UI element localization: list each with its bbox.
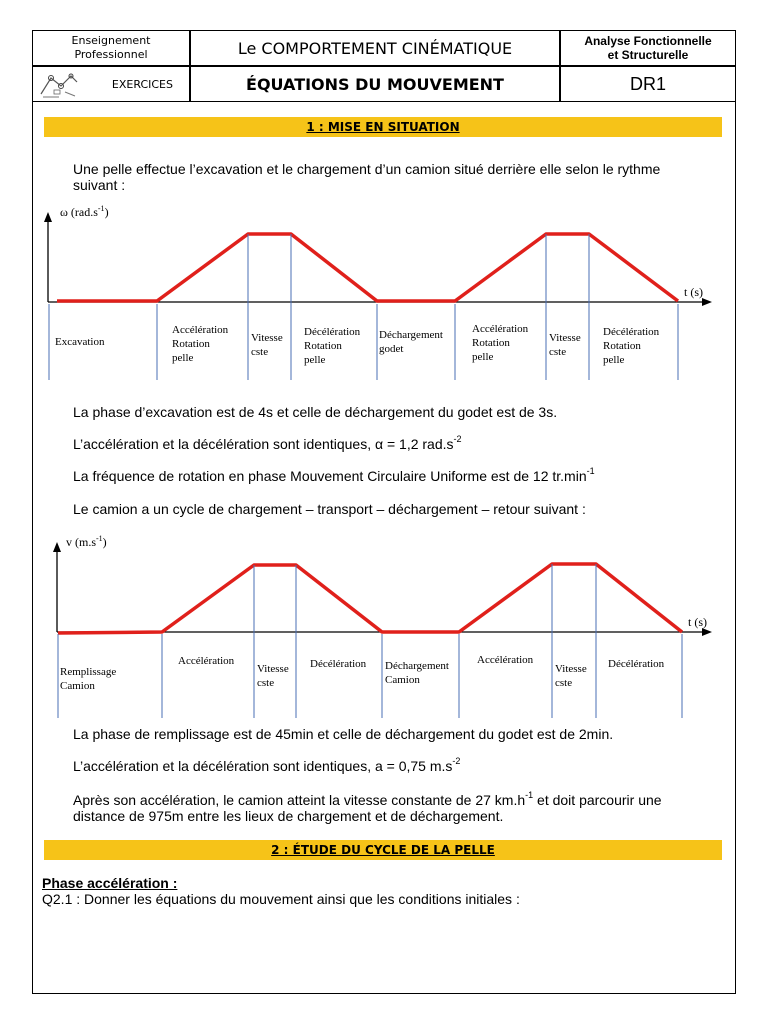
doc-title: Le COMPORTEMENT CINÉMATIQUE <box>190 30 560 66</box>
category-cell <box>560 30 736 66</box>
truck-velocity-curve <box>58 564 682 633</box>
phase-label: Vitesse cste <box>257 663 289 689</box>
intro-line2: suivant : <box>73 177 126 193</box>
phase-label: Décélération <box>608 658 665 670</box>
angular-acceleration-text: L’accélération et la décélération sont identiques, α = 1,2 $rad.s^{-2}$ <box>73 434 462 452</box>
angular-velocity-curve <box>57 234 678 301</box>
phase-label: Décélération Rotation pelle <box>304 326 361 366</box>
doc-subtitle: ÉQUATIONS DU MOUVEMENT <box>190 66 560 102</box>
y-axis-label: v $(m.s^{-1})$ <box>66 534 107 549</box>
y-axis <box>53 542 61 632</box>
phase-acceleration-title: Phase accélération : <box>42 875 178 891</box>
section1-heading <box>44 117 722 137</box>
section2-title: 2 : ÉTUDE DU CYCLE DE LA PELLE <box>271 843 495 857</box>
phase-label: Vitesse cste <box>549 332 581 358</box>
phase-label: Remplissage Camion <box>60 666 117 692</box>
truck-cycle-text: Le camion a un cycle de chargement – transport – déchargement – retour suivant : <box>73 501 586 517</box>
truck-speed-text: Après son accélération, le camion atteint la vitesse constante de 27 $km.h^{-1}$ et doit parcourir une distance de 975m entre les lieux de chargement et de déchargement. <box>73 790 662 824</box>
rotation-frequency-text: La fréquence de rotation en phase Mouvement Circulaire Uniforme est de 12 $tr.\min^{-1}$ <box>73 466 595 484</box>
category-line2: et Structurelle <box>607 48 689 62</box>
intro-paragraph <box>73 161 733 193</box>
excavation-duration-text: La phase d’excavation est de 4s et celle de déchargement du godet est de 3s. <box>73 404 558 420</box>
school-line2: Professionnel <box>74 48 148 61</box>
phase-label: Accélération Rotation pelle <box>472 323 529 363</box>
section1-title: 1 : MISE EN SITUATION <box>306 120 460 134</box>
phase-labels <box>55 323 660 366</box>
exercises-cell <box>32 66 190 102</box>
y-axis-label: ω $(rad.s^{-1})$ <box>60 204 109 219</box>
filling-duration-text: La phase de remplissage est de 45min et celle de déchargement du godet est de 2min. <box>73 726 614 742</box>
intro-line1: Une pelle effectue l’excavation et le chargement d’un camion situé derrière elle selon le rythme <box>73 161 661 177</box>
category-line1: Analyse Fonctionnelle <box>584 34 712 48</box>
phase-dividers <box>49 234 678 380</box>
phase-dividers <box>58 564 682 718</box>
x-axis-label: t (s) <box>688 615 707 629</box>
phase-label: Accélération <box>178 655 235 667</box>
phase-label: Vitesse cste <box>251 332 283 358</box>
y-axis <box>44 212 52 302</box>
phase-label: Décélération Rotation pelle <box>603 326 660 366</box>
exercises-label: EXERCICES <box>111 77 173 91</box>
linear-acceleration-text: L’accélération et la décélération sont identiques, a = 0,75 $m.s^{-2}$ <box>73 756 461 774</box>
phase-label: Déchargement godet <box>379 329 443 355</box>
phase-label: Accélération Rotation pelle <box>172 324 229 364</box>
mechanism-logo-icon <box>37 70 81 100</box>
phase-label: Excavation <box>55 336 105 348</box>
doc-ref: DR1 <box>560 66 736 102</box>
school-cell <box>32 30 190 66</box>
school-line1: Enseignement <box>71 34 151 47</box>
phase-label: Vitesse cste <box>555 663 587 689</box>
question-2-1: Q2.1 : Donner les équations du mouvement ainsi que les conditions initiales : <box>42 891 520 907</box>
phase-labels <box>60 654 665 692</box>
phase-label: Décélération <box>310 658 367 670</box>
phase-label: Déchargement Camion <box>385 660 449 686</box>
phase-label: Accélération <box>477 654 534 666</box>
diagram-angular-velocity <box>0 200 768 380</box>
section2-heading <box>44 840 722 860</box>
header-table <box>32 30 736 102</box>
diagram-truck-velocity <box>0 530 768 720</box>
x-axis-label: t (s) <box>684 285 703 299</box>
